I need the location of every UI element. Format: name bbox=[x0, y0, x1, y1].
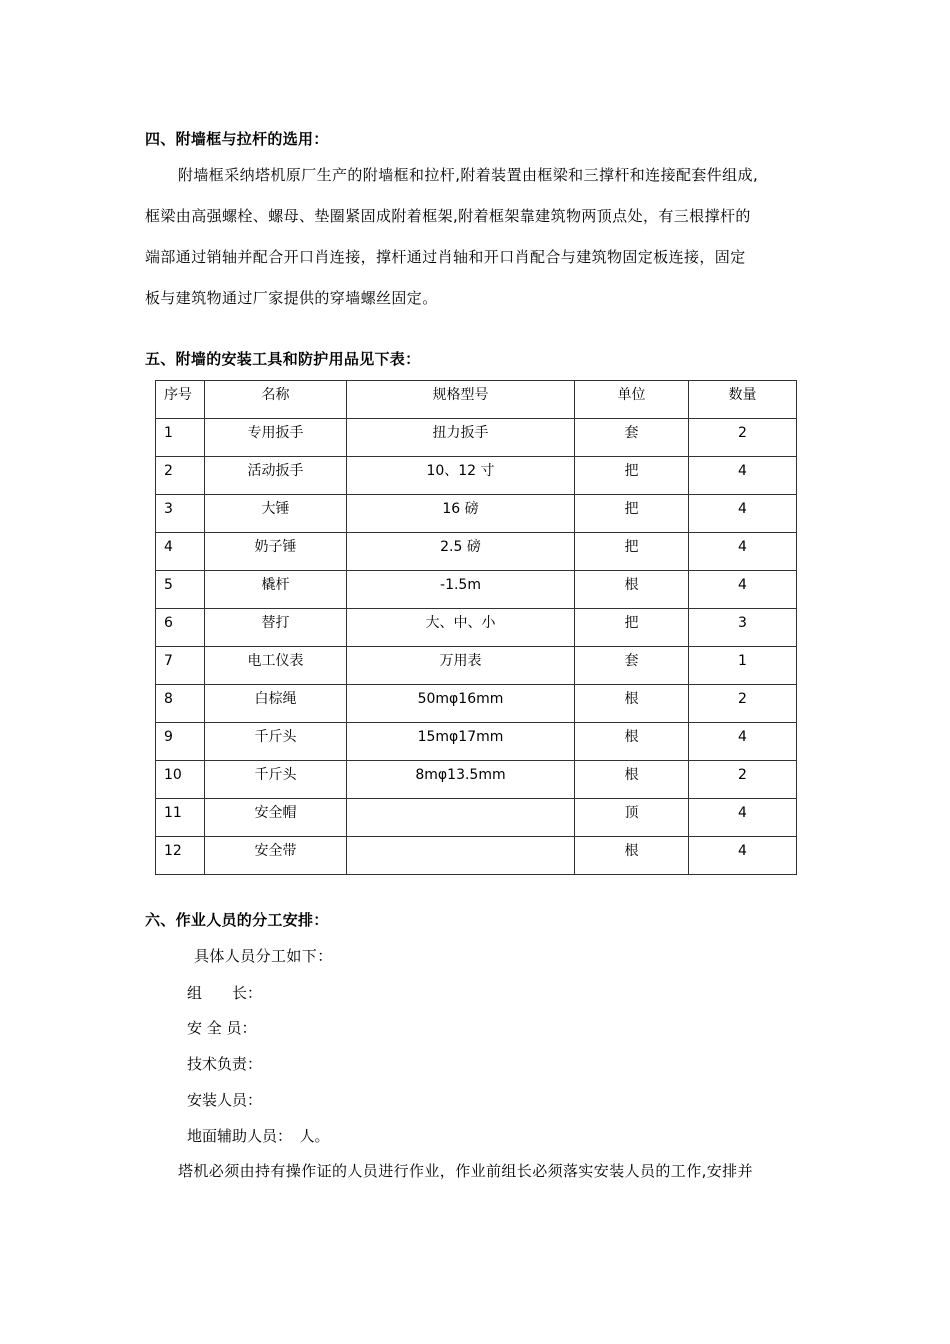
cell-name: 大锤 bbox=[205, 495, 347, 533]
cell-unit: 根 bbox=[575, 723, 689, 761]
cell-spec: 万用表 bbox=[347, 647, 575, 685]
cell-quantity: 4 bbox=[689, 723, 797, 761]
header-spec: 规格型号 bbox=[347, 381, 575, 419]
cell-unit: 根 bbox=[575, 837, 689, 875]
cell-spec: 15mφ17mm bbox=[347, 723, 575, 761]
cell-name: 活动扳手 bbox=[205, 457, 347, 495]
cell-unit: 把 bbox=[575, 495, 689, 533]
cell-unit: 根 bbox=[575, 685, 689, 723]
table-row bbox=[156, 495, 797, 533]
cell-spec: 8mφ13.5mm bbox=[347, 761, 575, 799]
cell-name: 奶子锤 bbox=[205, 533, 347, 571]
table-row bbox=[156, 609, 797, 647]
table-row bbox=[156, 533, 797, 571]
header-index: 序号 bbox=[156, 381, 205, 419]
cell-index: 8 bbox=[156, 685, 205, 723]
cell-quantity: 4 bbox=[689, 495, 797, 533]
table-row bbox=[156, 761, 797, 799]
table-header-row bbox=[156, 381, 797, 419]
cell-quantity: 3 bbox=[689, 609, 797, 647]
cell-index: 5 bbox=[156, 571, 205, 609]
cell-spec: 大、中、小 bbox=[347, 609, 575, 647]
role-ground-assistants: 地面辅助人员： 人。 bbox=[187, 1127, 330, 1145]
cell-unit: 根 bbox=[575, 761, 689, 799]
section-4-line-4: 板与建筑物通过厂家提供的穿墙螺丝固定。 bbox=[145, 289, 438, 307]
cell-quantity: 4 bbox=[689, 799, 797, 837]
cell-name: 千斤头 bbox=[205, 761, 347, 799]
cell-index: 4 bbox=[156, 533, 205, 571]
cell-name: 专用扳手 bbox=[205, 419, 347, 457]
cell-unit: 顶 bbox=[575, 799, 689, 837]
cell-name: 替打 bbox=[205, 609, 347, 647]
cell-name: 安全帽 bbox=[205, 799, 347, 837]
header-quantity: 数量 bbox=[689, 381, 797, 419]
cell-quantity: 1 bbox=[689, 647, 797, 685]
cell-index: 12 bbox=[156, 837, 205, 875]
cell-spec: 扭力扳手 bbox=[347, 419, 575, 457]
cell-spec: 16 磅 bbox=[347, 495, 575, 533]
cell-spec: 2.5 磅 bbox=[347, 533, 575, 571]
cell-name: 白棕绳 bbox=[205, 685, 347, 723]
table-row bbox=[156, 723, 797, 761]
cell-quantity: 4 bbox=[689, 533, 797, 571]
cell-quantity: 4 bbox=[689, 457, 797, 495]
cell-spec bbox=[347, 837, 575, 875]
cell-spec: 10、12 寸 bbox=[347, 457, 575, 495]
cell-index: 1 bbox=[156, 419, 205, 457]
tools-table bbox=[155, 380, 797, 875]
cell-name: 电工仪表 bbox=[205, 647, 347, 685]
header-unit: 单位 bbox=[575, 381, 689, 419]
section-6-heading: 六、作业人员的分工安排： bbox=[145, 911, 329, 929]
cell-index: 2 bbox=[156, 457, 205, 495]
cell-quantity: 4 bbox=[689, 837, 797, 875]
cell-unit: 套 bbox=[575, 647, 689, 685]
section-5-heading: 五、附墙的安装工具和防护用品见下表： bbox=[145, 350, 421, 368]
staff-intro: 具体人员分工如下： bbox=[194, 947, 333, 965]
header-name: 名称 bbox=[205, 381, 347, 419]
closing-paragraph: 塔机必须由持有操作证的人员进行作业，作业前组长必须落实安装人员的工作,安排并 bbox=[178, 1162, 753, 1180]
cell-name: 安全带 bbox=[205, 837, 347, 875]
table-row bbox=[156, 685, 797, 723]
cell-spec: -1.5m bbox=[347, 571, 575, 609]
cell-index: 10 bbox=[156, 761, 205, 799]
cell-unit: 套 bbox=[575, 419, 689, 457]
role-team-leader: 组 长： bbox=[187, 984, 263, 1002]
cell-quantity: 2 bbox=[689, 761, 797, 799]
cell-spec: 50mφ16mm bbox=[347, 685, 575, 723]
cell-quantity: 2 bbox=[689, 685, 797, 723]
section-4-heading: 四、附墙框与拉杆的选用： bbox=[145, 130, 329, 148]
cell-index: 7 bbox=[156, 647, 205, 685]
table-row bbox=[156, 457, 797, 495]
table-row bbox=[156, 571, 797, 609]
cell-quantity: 4 bbox=[689, 571, 797, 609]
cell-name: 橇杆 bbox=[205, 571, 347, 609]
cell-name: 千斤头 bbox=[205, 723, 347, 761]
role-safety-officer: 安 全 员： bbox=[187, 1019, 257, 1037]
role-technical-lead: 技术负责： bbox=[187, 1055, 263, 1073]
table-row bbox=[156, 837, 797, 875]
cell-index: 11 bbox=[156, 799, 205, 837]
section-4-line-2: 框梁由高强螺栓、螺母、垫圈紧固成附着框架,附着框架靠建筑物两顶点处，有三根撑杆的 bbox=[145, 207, 751, 225]
cell-index: 6 bbox=[156, 609, 205, 647]
table-row bbox=[156, 647, 797, 685]
cell-quantity: 2 bbox=[689, 419, 797, 457]
cell-index: 9 bbox=[156, 723, 205, 761]
table-row bbox=[156, 419, 797, 457]
role-installers: 安装人员： bbox=[187, 1091, 263, 1109]
cell-unit: 根 bbox=[575, 571, 689, 609]
cell-index: 3 bbox=[156, 495, 205, 533]
section-4-line-3: 端部通过销轴并配合开口肖连接，撑杆通过肖轴和开口肖配合与建筑物固定板连接，固定 bbox=[145, 248, 746, 266]
table-row bbox=[156, 799, 797, 837]
cell-unit: 把 bbox=[575, 457, 689, 495]
section-4-line-1: 附墙框采纳塔机原厂生产的附墙框和拉杆,附着装置由框梁和三撑杆和连接配套件组成, bbox=[178, 166, 759, 184]
cell-unit: 把 bbox=[575, 609, 689, 647]
cell-spec bbox=[347, 799, 575, 837]
cell-unit: 把 bbox=[575, 533, 689, 571]
